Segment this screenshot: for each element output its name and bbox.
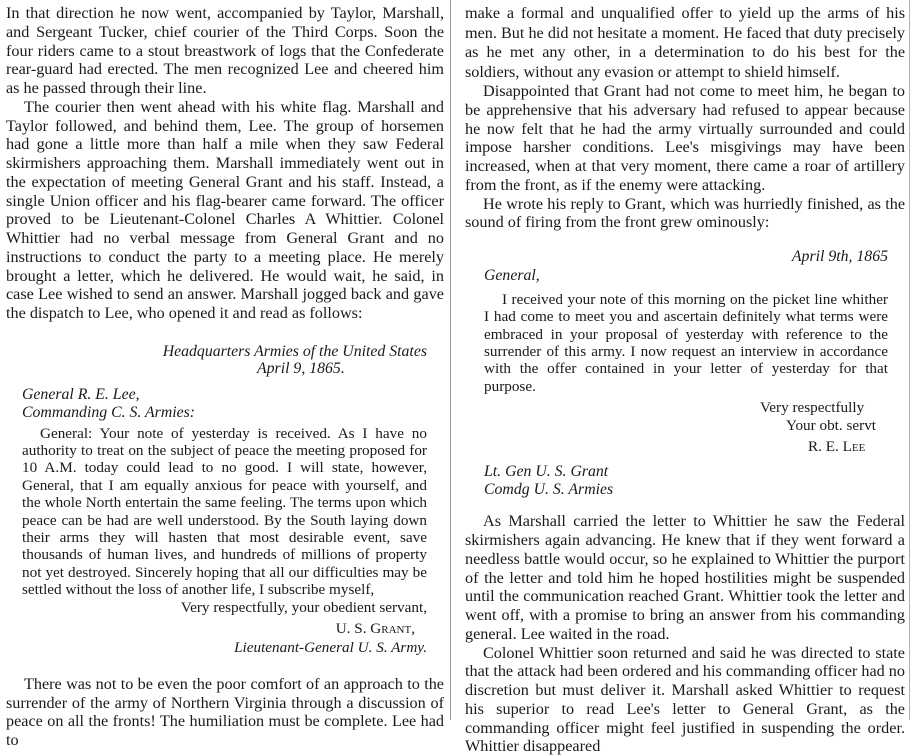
paragraph: As Marshall carried the letter to Whittier he saw the Federal skirmishers again advancing. He knew that if they went forward a needless battle would occur, so he explained to Whittier the purport of the letter and told him he hoped hostilities might be suspended until the communication reached Grant. Whittier took the letter and went off, with a promise to bring an answer from his commanding general. Lee waited in the road.	[465, 512, 905, 643]
letter-salutation-line1: General R. E. Lee,	[22, 385, 140, 403]
letter-salutation: General,	[484, 267, 540, 285]
letter-signer-title: Lieutenant-General U. S. Army.	[234, 639, 427, 657]
paragraph: He wrote his reply to Grant, which was hurriedly finished, as the sound of firing from the front grew ominously:	[465, 194, 905, 232]
right-column	[465, 4, 905, 756]
letter-date: April 9th, 1865	[791, 248, 888, 265]
left-column	[6, 4, 444, 750]
letter-closing-line1: Very respectfully	[760, 399, 865, 417]
letter-body: General: Your note of yesterday is received. As I have no authority to treat on the subject of peace the meeting proposed for 10 A.M. today could lead to no good. I will state, however, General, that I am equally anxious for peace with yourself, and the whole North entertain the same feeling. The terms upon which peace can be had are well understood. By the South laying down their arms they will hasten that most desirable event, save thousands of human lives, and hundreds of millions of property not yet destroyed. Sincerely hoping that all our difficulties may be settled without the loss of another life, I subscribe myself,	[22, 424, 427, 599]
paragraph: There was not to be even the poor comfort of an approach to the surrender of the army of Northern Virginia through a discussion of peace on all the fronts! The humiliation must be complete. Lee had to	[6, 674, 444, 750]
letter-addressee-line1: Lt. Gen U. S. Grant	[484, 463, 609, 481]
letter-addressee-line2: Comdg U. S. Armies	[484, 480, 614, 498]
paragraph: Disappointed that Grant had not come to meet him, he began to be apprehensive that his adversary had refused to appear because he now felt that he had the army virtually surrounded and could impose harsher conditions. Lee's misgivings may have been increased, when at that very moment, there came a roar of artillery from the front, as if the enemy were attacking.	[465, 82, 905, 194]
column-divider	[450, 0, 451, 720]
letter-signature: U. S. Grant,	[335, 620, 415, 638]
letter-body: I received your note of this morning on the picket line whither I had come to meet you and ascertain definitely what terms were embraced in your proposal of yesterday with reference to the surrender of this army. I now request an interview in accordance with the offer contained in your letter of yesterday for that purpose.	[484, 290, 888, 395]
letter-signature: R. E. Lee	[808, 438, 866, 456]
paragraph: The courier then went ahead with his white flag. Marshall and Taylor followed, and behind them, Lee. The group of horsemen had gone a little more than half a mile when they saw Federal skirmishers approaching them. Marshall immediately went out in the expectation of meeting General Grant and his staff. Instead, a single Union officer and his flag-bearer came forward. The officer proved to be Lieutenant-Colonel Charles A Whittier. Colonel Whittier had no verbal message from General Grant and no instructions to conduct the party to a meeting place. He merely brought a letter, which he delivered. He would wait, he said, in case Lee wished to send an answer. Marshall jogged back and gave the dispatch to Lee, who opened it and read as follows:	[6, 97, 444, 322]
grant-letter	[22, 343, 427, 657]
letter-closing-line2: Your obt. servt	[786, 416, 877, 434]
page-edge	[909, 0, 910, 720]
letter-closing: Very respectfully, your obedient servant,	[180, 598, 427, 616]
letter-salutation-line2: Commanding C. S. Armies:	[22, 404, 196, 422]
lee-letter	[484, 248, 888, 498]
paragraph: make a formal and unqualified offer to yield up the arms of his men. But he did not hesitate a moment. He faced that duty precisely as he met any other, in a determination to do his best for the soldiers, without any evasion or attempt to shield himself.	[465, 4, 905, 81]
paragraph: Colonel Whittier soon returned and said he was directed to state that the attack had been ordered and his commanding officer had no discretion but must deliver it. Marshall asked Whittier to request his superior to read Lee's letter to General Grant, as the commanding officer might feel justified in suspending the order. Whittier disappeared	[465, 643, 905, 756]
letter-heading-line2: April 9, 1865.	[257, 360, 345, 378]
letter-heading-line1: Headquarters Armies of the United States	[162, 342, 427, 360]
paragraph: In that direction he now went, accompanied by Taylor, Marshall, and Sergeant Tucker, chief courier of the Third Corps. Soon the four riders came to a stout breastwork of logs that the Confederate rear-guard had erected. The men recognized Lee and cheered him as he passed through their line.	[6, 4, 444, 97]
